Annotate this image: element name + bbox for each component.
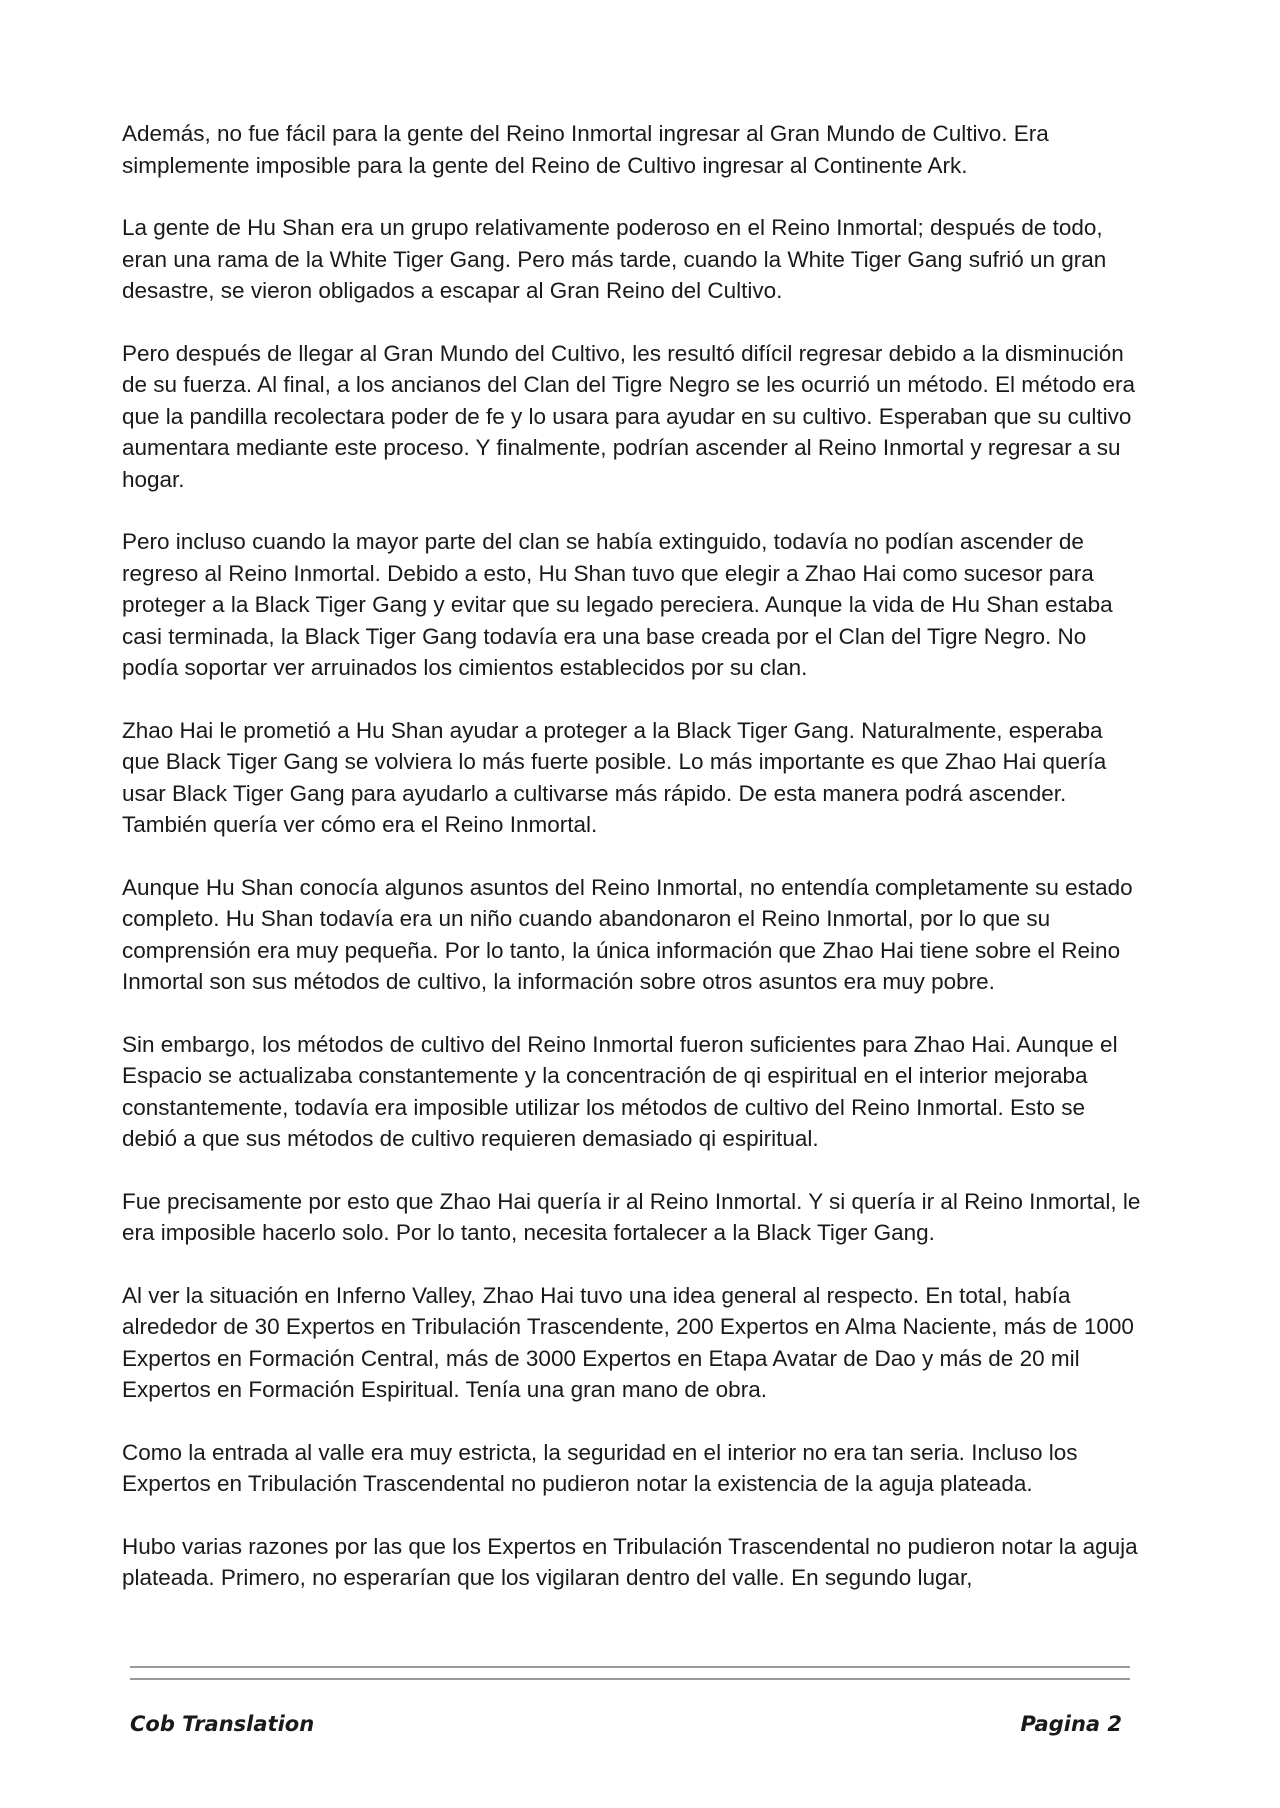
paragraph-9: Al ver la situación en Inferno Valley, Zhao Hai tuvo una idea general al respecto. En total, había alrededor de 30 Expertos en Tribulación Trascendente, 200 Expertos en Alma Naciente, más de 1000 Expertos en Formación Central, más de 3000 Expertos en Etapa Avatar de Dao y más de 20 mil Expertos en Formación Espiritual. Tenía una gran mano de obra. [122,1282,1134,1402]
paragraph-1: Además, no fue fácil para la gente del Reino Inmortal ingresar al Gran Mundo de Cultivo. Era simplemente imposible para la gente del Reino de Cultivo ingresar al Continente Ark. [122,121,1049,178]
paragraph-7: Sin embargo, los métodos de cultivo del Reino Inmortal fueron suficientes para Zhao Hai. Aunque el Espacio se actualizaba constantemente y la concentración de qi espiritual en el interior mejoraba constantemente, todavía era imposible utilizar los métodos de cultivo del Reino Inmortal. Esto se debió a que sus métodos de cultivo requieren demasiado qi espiritual. [122,1031,1118,1151]
paragraph-2: La gente de Hu Shan era un grupo relativamente poderoso en el Reino Inmortal; después de todo, eran una rama de la White Tiger Gang. Pero más tarde, cuando la White Tiger Gang sufrió un gran desastre, se vieron obligados a escapar al Gran Reino del Cultivo. [122,215,1107,303]
footer-page-number: Pagina 2 [1020,1712,1122,1736]
footer-divider-top [130,1666,1130,1668]
paragraph-10: Como la entrada al valle era muy estricta, la seguridad en el interior no era tan seria. Incluso los Expertos en Tribulación Trascendental no pudieron notar la existencia de la aguja plateada. [122,1439,1078,1496]
paragraph-5: Zhao Hai le prometió a Hu Shan ayudar a proteger a la Black Tiger Gang. Naturalmente, esperaba que Black Tiger Gang se volviera lo más fuerte posible. Lo más importante es que Zhao Hai quería usar Black Tiger Gang para ayudarlo a cultivarse más rápido. De esta manera podrá ascender. También quería ver cómo era el Reino Inmortal. [122,717,1107,837]
footer-divider-bottom [130,1678,1130,1680]
paragraph-11: Hubo varias razones por las que los Expertos en Tribulación Trascendental no pudieron notar la aguja plateada. Primero, no esperarían que los vigilaran dentro del valle. En segundo lugar, [122,1533,1138,1590]
footer-translator-name: Cob Translation [130,1712,315,1736]
paragraph-8: Fue precisamente por esto que Zhao Hai quería ir al Reino Inmortal. Y si quería ir al Reino Inmortal, le era imposible hacerlo solo. Por lo tanto, necesita fortalecer a la Black Tiger Gang. [122,1188,1141,1245]
paragraph-6: Aunque Hu Shan conocía algunos asuntos del Reino Inmortal, no entendía completamente su estado completo. Hu Shan todavía era un niño cuando abandonaron el Reino Inmortal, por lo que su comprensión era muy pequeña. Por lo tanto, la única información que Zhao Hai tiene sobre el Reino Inmortal son sus métodos de cultivo, la información sobre otros asuntos era muy pobre. [122,874,1133,994]
paragraph-3: Pero después de llegar al Gran Mundo del Cultivo, les resultó difícil regresar debido a la disminución de su fuerza. Al final, a los ancianos del Clan del Tigre Negro se les ocurrió un método. El método era que la pandilla recolectara poder de fe y lo usara para ayudar en su cultivo. Esperaban que su cultivo aumentara mediante este proceso. Y finalmente, podrían ascender al Reino Inmortal y regresar a su hogar. [122,340,1136,492]
paragraph-4: Pero incluso cuando la mayor parte del clan se había extinguido, todavía no podían ascender de regreso al Reino Inmortal. Debido a esto, Hu Shan tuvo que elegir a Zhao Hai como sucesor para proteger a la Black Tiger Gang y evitar que su legado pereciera. Aunque la vida de Hu Shan estaba casi terminada, la Black Tiger Gang todavía era una base creada por el Clan del Tigre Negro. No podía soportar ver arruinados los cimientos establecidos por su clan. [122,529,1113,680]
body-text [122,118,1142,1625]
